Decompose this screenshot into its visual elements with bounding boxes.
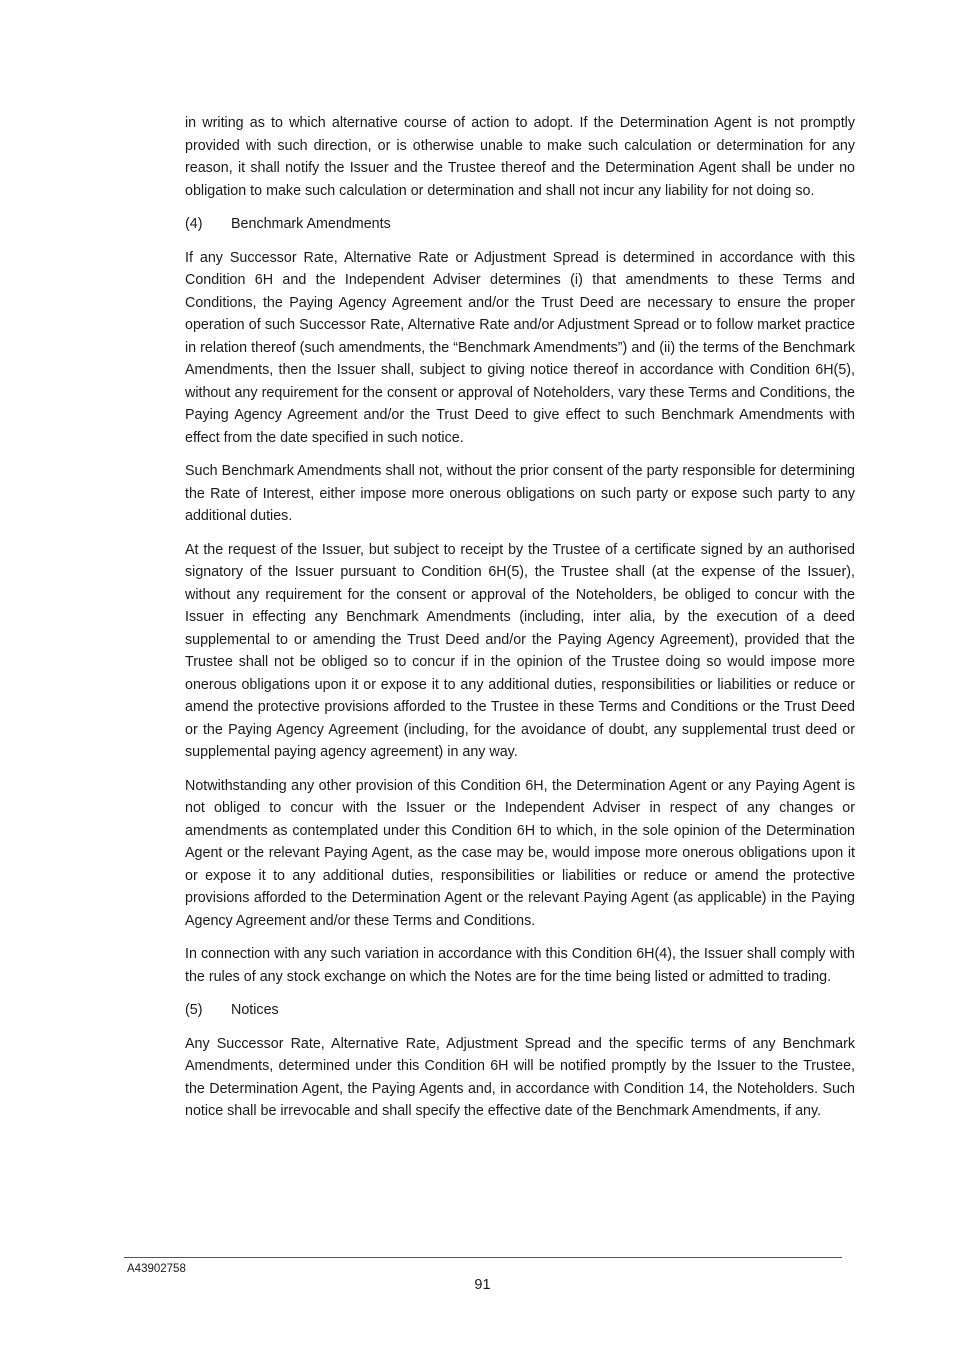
section-number: (5) xyxy=(185,1002,203,1018)
paragraph: Any Successor Rate, Alternative Rate, Adjustment Spread and the specific terms of any Benchmark Amendments, determined under this Condition 6H will be notified promptly by the Issuer to the Trustee, the Determination Agent, the Paying Agents and, in accordance with Condition 14, the Noteholders. Such notice shall be irrevocable and shall specify the effective date of the Benchmark Amendments, if any. xyxy=(185,1035,855,1119)
paragraph: At the request of the Issuer, but subject to receipt by the Trustee of a certificate signed by an authorised signatory of the Issuer pursuant to Condition 6H(5), the Trustee shall (at the expense of the Issuer), without any requirement for the consent or approval of the Noteholders, be obliged to concur with the Issuer in effecting any Benchmark Amendments (including, inter alia, by the execution of a deed supplemental to or amending the Trust Deed and/or the Paying Agency Agreement), provided that the Trustee shall not be obliged so to concur if in the opinion of the Trustee doing so would impose more onerous obligations upon it or expose it to any additional duties, responsibilities or liabilities or reduce or amend the protective provisions afforded to the Trustee in these Terms and Conditions or the Trust Deed or the Paying Agency Agreement (including, for the avoidance of doubt, any supplemental trust deed or supplemental paying agency agreement) in any way. xyxy=(185,541,855,760)
document-body xyxy=(185,112,855,1134)
paragraph: If any Successor Rate, Alternative Rate or Adjustment Spread is determined in accordance with this Condition 6H and the Independent Adviser determines (i) that amendments to these Terms and Conditions, the Paying Agency Agreement and/or the Trust Deed are necessary to ensure the proper operation of such Successor Rate, Alternative Rate and/or Adjustment Spread or to follow market practice in relation thereof (such amendments, the “Benchmark Amendments”) and (ii) the terms of the Benchmark Amendments, then the Issuer shall, subject to giving notice thereof in accordance with Condition 6H(5), without any requirement for the consent or approval of Noteholders, vary these Terms and Conditions, the Paying Agency Agreement and/or the Trust Deed to give effect to such Benchmark Amendments with effect from the date specified in such notice. xyxy=(185,249,855,446)
section-number: (4) xyxy=(185,216,203,232)
paragraph: Notwithstanding any other provision of this Condition 6H, the Determination Agent or any Paying Agent is not obliged to concur with the Issuer or the Independent Adviser in respect of any changes or amendments as contemplated under this Condition 6H to which, in the sole opinion of the Determination Agent or the relevant Paying Agent, as the case may be, would impose more onerous obligations upon it or expose it to any additional duties, responsibilities or liabilities or reduce or amend the protective provisions afforded to the Determination Agent or the relevant Paying Agent (as applicable) in the Paying Agency Agreement and/or these Terms and Conditions. xyxy=(185,777,855,929)
paragraph: Such Benchmark Amendments shall not, without the prior consent of the party responsible for determining the Rate of Interest, either impose more onerous obligations on such party or expose such party to any additional duties. xyxy=(185,463,855,524)
section-title: Notices xyxy=(231,1002,279,1018)
paragraph: In connection with any such variation in accordance with this Condition 6H(4), the Issuer shall comply with the rules of any stock exchange on which the Notes are for the time being listed or admitted to trading. xyxy=(185,946,855,985)
paragraph: in writing as to which alternative course of action to adopt. If the Determination Agent is not promptly provided with such direction, or is otherwise unable to make such calculation or determination for any reason, it shall notify the Issuer and the Trustee thereof and the Determination Agent shall be under no obligation to make such calculation or determination and shall not incur any liability for not doing so. xyxy=(185,115,855,199)
document-reference: A43902758 xyxy=(127,1263,186,1275)
page-number: 91 xyxy=(474,1277,491,1293)
section-heading-benchmark-amendments xyxy=(185,213,855,236)
section-heading-notices xyxy=(185,999,855,1022)
section-title: Benchmark Amendments xyxy=(231,216,391,232)
footer-divider xyxy=(124,1257,842,1258)
